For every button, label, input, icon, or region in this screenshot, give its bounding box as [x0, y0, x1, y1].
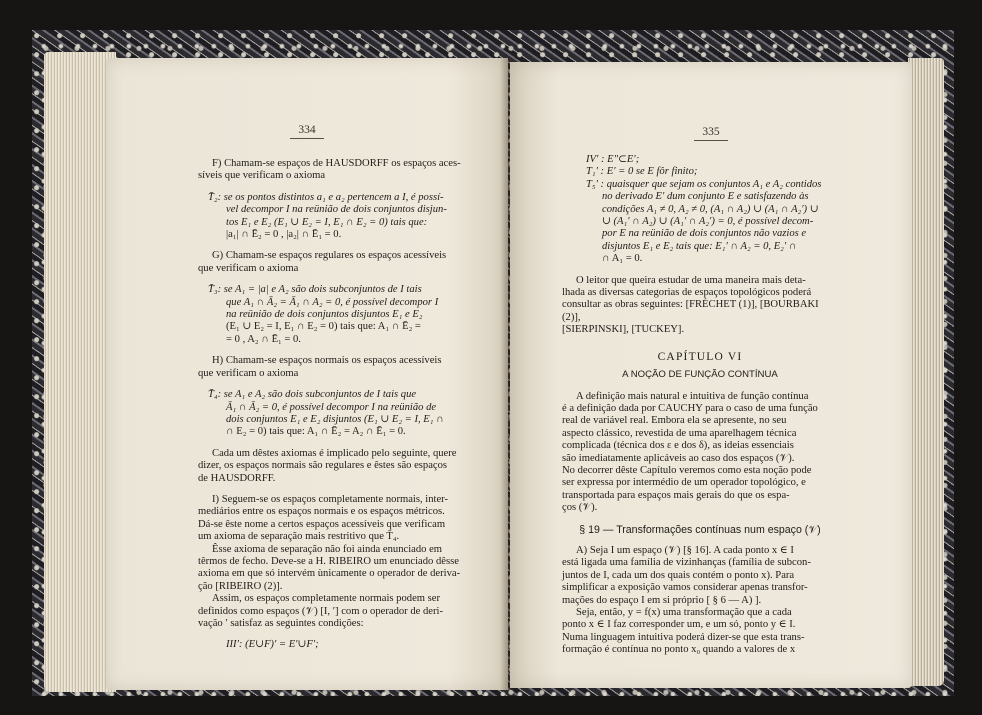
line: Ā₁ ∩ Ā₂ = 0, é possível decompor I na reünião de: [226, 401, 437, 413]
line: Assim, os espaços completamente normais podem ser: [212, 593, 441, 605]
line: = 0 , A₂ ∩ Ē₁ = 0.: [226, 333, 301, 345]
left-page: [106, 58, 508, 690]
line: F) Chamam-se espaços de HAUSDORFF os espaços aces-: [212, 158, 461, 169]
line: real de variável real. Embora ela se apresente, no seu: [562, 415, 787, 427]
section-heading: § 19 — Transformações contínuas num espaço (𝒱): [579, 523, 821, 536]
line: é a definição dada por CAUCHY para o caso de uma função: [562, 402, 818, 414]
line: no derivado E′ dum conjunto E e satisfazendo às: [602, 191, 809, 203]
line: O leitor que queira estudar de uma maneira mais deta-: [576, 274, 806, 286]
line: Numa linguagem intuitiva poderá dizer-se que esta trans-: [562, 631, 805, 643]
line: ços (𝒱).: [562, 502, 598, 514]
axiom-t5: T₅′ : quaisquer que sejam os conjuntos A₁ e A₂ contidos: [586, 178, 822, 190]
axiom-iv: IV′ : E″⊂E′;: [586, 154, 640, 165]
line: I) Seguem-se os espaços completamente normais, inter-: [212, 493, 449, 505]
axiom-t2: T̄₂: se os pontos distintos a₁ e a₂ pertencem a I, é possí-: [208, 191, 444, 203]
chapter-subtitle: A NOÇÃO DE FUNÇÃO CONTÍNUA: [622, 369, 778, 381]
line: III′: (E∪F)′ = E′∪F′;: [226, 639, 319, 651]
line: ponto x ∈ I faz corresponder um, e um só, ponto y ∈ I.: [562, 619, 796, 631]
right-page-number: 335: [510, 126, 912, 141]
line: na reünião de dois conjuntos disjuntos E₁ e E₂: [226, 309, 423, 321]
line: simplificar a exposição vamos considerar apenas transfor-: [562, 582, 808, 594]
line: axioma em que só intervém ùnicamente o operador de deriva-: [198, 568, 461, 580]
line: síveis que verificam o axioma: [198, 170, 326, 182]
line: No decorrer dêste Capítulo veremos como esta noção pode: [562, 464, 812, 476]
line: juntos de I, cada um dos quais contém o ponto x). Para: [562, 569, 795, 581]
line: (E₁ ∪ E₂ = I, E₁ ∩ E₂ = 0) tais que: A₁ ∩ Ē₂ =: [226, 321, 421, 333]
axiom-t3: T̄₃: se A₁ = |a| e A₂ são dois subconjuntos de I tais: [208, 284, 422, 296]
line: ção [RIBEIRO (2)].: [198, 580, 283, 592]
line: que verificam o axioma: [198, 367, 299, 379]
line: ∩ E₂ = 0) tais que: A₁ ∩ Ē₂ = A₂ ∩ Ē₁ = 0.: [226, 426, 406, 438]
line: por E na reünião de dois conjuntos não vazios e: [602, 228, 807, 240]
line: Êsse axioma de separação não foi ainda enunciado em: [212, 543, 443, 555]
line: complicada (técnica dos ε e dos δ), as ideias essenciais: [562, 440, 794, 452]
line: ∪ (A₁′ ∩ A₂) ∪ (A₁′ ∩ A₂′) = 0, é possível decom-: [602, 216, 814, 228]
line: disjuntos E₁ e E₂ tais que: E₁′ ∩ A₂ = 0, E₂′ ∩: [602, 240, 797, 252]
line: ∩ A₁ = 0.: [602, 253, 643, 265]
line: dois conjuntos E₁ e E₂ disjuntos (E₁ ∪ E₂ = I, E₁ ∩: [226, 413, 444, 425]
line: ser expressa por intermédio de um operador topológico, e: [562, 477, 806, 489]
line: |a₁| ∩ Ē₂ = 0 , |a₂| ∩ Ē₁ = 0.: [226, 229, 342, 241]
line: Cada um dêstes axiomas é implicado pelo seguinte, quere: [212, 447, 457, 459]
line: um axioma de separação mais restritivo que T̄₄.: [198, 531, 400, 543]
axiom-t4: T̄₄: se A₁ e A₂ são dois subconjuntos de I tais que: [208, 389, 417, 401]
line: Dá-se êste nome a certos espaços acessíveis que verificam: [198, 518, 446, 530]
line: vel decompor I na reünião de dois conjuntos disjun-: [226, 204, 447, 216]
line: Seja, então, y = f(x) uma transformação que a cada: [576, 607, 792, 618]
line: [SIERPINSKI], [TUCKEY].: [562, 324, 685, 336]
line: G) Chamam-se espaços regulares os espaços acessíveis: [212, 250, 447, 262]
line: transportada para espaços mais gerais do que os espa-: [562, 489, 790, 501]
page-edges-right: [908, 58, 944, 686]
line: aspecto clássico, revestida de uma aparelhagem técnica: [562, 427, 797, 439]
line: H) Chamam-se espaços normais os espaços acessíveis: [212, 355, 442, 367]
line: que verificam o axioma: [198, 262, 299, 274]
line: têrmos de fecho. Deve-se a H. RIBEIRO um enunciado dêsse: [198, 555, 459, 567]
chapter-title: CAPÍTULO VI: [657, 350, 743, 363]
left-page-number: 334: [106, 124, 508, 139]
line: que A₁ ∩ Ā₂ = Ā₁ ∩ A₂ = 0, é possível decompor I: [226, 296, 439, 308]
right-page-body: [562, 154, 838, 657]
line: mações do espaço I em si próprio [ § 6 — A) ].: [562, 594, 762, 606]
line: condições A₁ ≠ 0, A₂ ≠ 0, (A₁ ∩ A₂) ∪ (A₁ ∩ A₂′) ∪: [602, 203, 819, 215]
line: dizer, os espaços normais são regulares e êstes são espaços: [198, 460, 448, 472]
line: definidos como espaços (𝒱) [I, ′] com o operador de deri-: [198, 605, 444, 617]
line: formação é contínua no ponto x₀ quando a valores de x: [562, 644, 796, 656]
line: lhada as diversas categorias de espaços topológicos poderá: [562, 287, 812, 299]
line: vação ′ satisfaz as seguintes condições:: [198, 618, 364, 629]
right-page: [510, 62, 912, 688]
axiom-t1: T₁′ : E′ = 0 se E fôr finito;: [586, 166, 698, 178]
line: de HAUSDORFF.: [198, 472, 276, 484]
line: A) Seja I um espaço (𝒱) [§ 16]. A cada ponto x ∈ I: [576, 544, 794, 556]
line: são imediatamente aplicáveis ao caso dos espaços (𝒱).: [562, 452, 795, 464]
left-page-body: [198, 158, 466, 652]
line: consultar as obras seguintes: [FRÉCHET (1)], [BOURBAKI (2)],: [562, 299, 819, 323]
line: está ligada uma família de vizinhanças (família de subcon-: [562, 557, 811, 569]
line: tos E₁ e E₂ (E₁ ∪ E₂ = I, E₁ ∩ E₂ = 0) tais que:: [226, 216, 428, 228]
line: mediários entre os espaços normais e os espaços métricos.: [198, 506, 445, 518]
line: A definição mais natural e intuitiva de função contínua: [576, 390, 809, 402]
